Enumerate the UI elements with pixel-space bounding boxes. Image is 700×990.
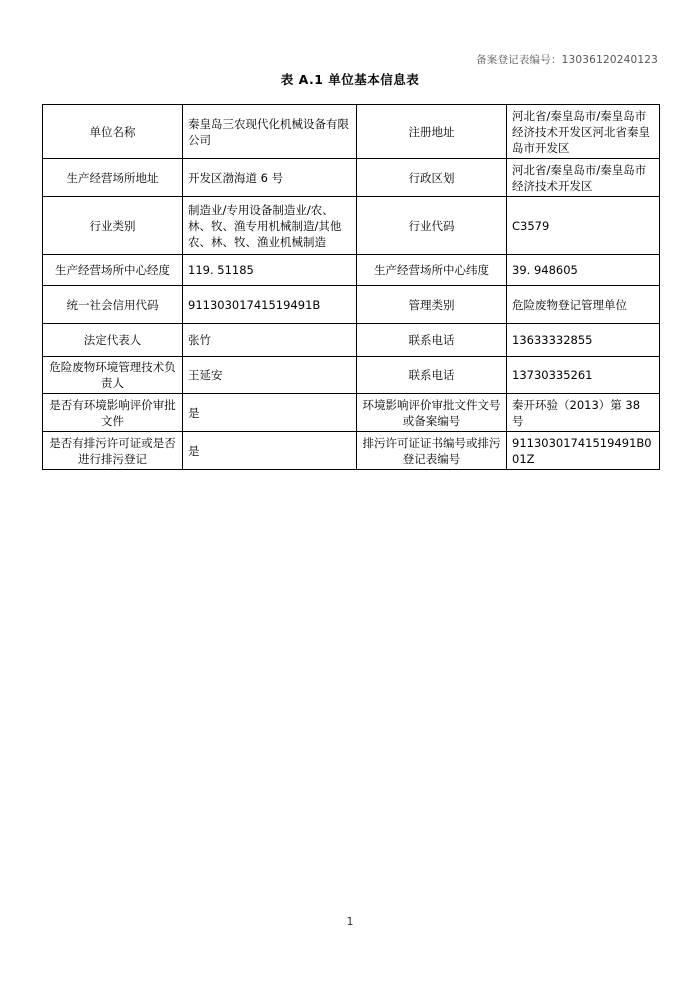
- label-technical-manager: 危险废物环境管理技术负责人: [43, 357, 183, 394]
- table-row: [43, 197, 660, 255]
- label-contact-phone: 联系电话: [357, 324, 507, 357]
- value-contact-phone: 13633332855: [507, 324, 660, 357]
- label-contact-phone-2: 联系电话: [357, 357, 507, 394]
- value-legal-representative: 张竹: [183, 324, 357, 357]
- label-registered-address: 注册地址: [357, 105, 507, 159]
- value-site-address: 开发区渤海道 6 号: [183, 159, 357, 197]
- label-unit-name: 单位名称: [43, 105, 183, 159]
- label-admin-division: 行政区划: [357, 159, 507, 197]
- table-row: [43, 286, 660, 324]
- value-industry-code: C3579: [507, 197, 660, 255]
- unit-info-table: [42, 104, 660, 470]
- table-row: [43, 255, 660, 286]
- table-title: 表 A.1 单位基本信息表: [280, 72, 420, 87]
- table-row: [43, 159, 660, 197]
- value-eia-document-number: 秦开环验（2013）第 38 号: [507, 394, 660, 432]
- value-admin-division: 河北省/秦皇岛市/秦皇岛市经济技术开发区: [507, 159, 660, 197]
- value-latitude: 39. 948605: [507, 255, 660, 286]
- label-discharge-permit: 是否有排污许可证或是否进行排污登记: [43, 432, 183, 470]
- value-longitude: 119. 51185: [183, 255, 357, 286]
- table-row: [43, 357, 660, 394]
- value-management-category: 危险废物登记管理单位: [507, 286, 660, 324]
- table-row: [43, 432, 660, 470]
- value-discharge-permit: 是: [183, 432, 357, 470]
- value-registered-address: 河北省/秦皇岛市/秦皇岛市经济技术开发区河北省秦皇岛市开发区: [507, 105, 660, 159]
- value-eia-approval: 是: [183, 394, 357, 432]
- value-credit-code: 91130301741519491B: [183, 286, 357, 324]
- page-number: 1: [346, 915, 354, 928]
- value-unit-name: 秦皇岛三农现代化机械设备有限公司: [183, 105, 357, 159]
- value-technical-manager: 王延安: [183, 357, 357, 394]
- label-industry-code: 行业代码: [357, 197, 507, 255]
- value-industry-category: 制造业/专用设备制造业/农、林、牧、渔专用机械制造/其他农、林、牧、渔业机械制造: [183, 197, 357, 255]
- record-number: 备案登记表编号：13036120240123: [476, 54, 658, 66]
- label-industry-category: 行业类别: [43, 197, 183, 255]
- label-eia-document-number: 环境影响评价审批文件文号或备案编号: [357, 394, 507, 432]
- label-credit-code: 统一社会信用代码: [43, 286, 183, 324]
- value-contact-phone-2: 13730335261: [507, 357, 660, 394]
- label-eia-approval: 是否有环境影响评价审批文件: [43, 394, 183, 432]
- label-latitude: 生产经营场所中心纬度: [357, 255, 507, 286]
- label-longitude: 生产经营场所中心经度: [43, 255, 183, 286]
- label-permit-number: 排污许可证证书编号或排污登记表编号: [357, 432, 507, 470]
- label-management-category: 管理类别: [357, 286, 507, 324]
- label-legal-representative: 法定代表人: [43, 324, 183, 357]
- value-permit-number: 91130301741519491B001Z: [507, 432, 660, 470]
- label-site-address: 生产经营场所地址: [43, 159, 183, 197]
- table-row: [43, 105, 660, 159]
- table-row: [43, 324, 660, 357]
- table-row: [43, 394, 660, 432]
